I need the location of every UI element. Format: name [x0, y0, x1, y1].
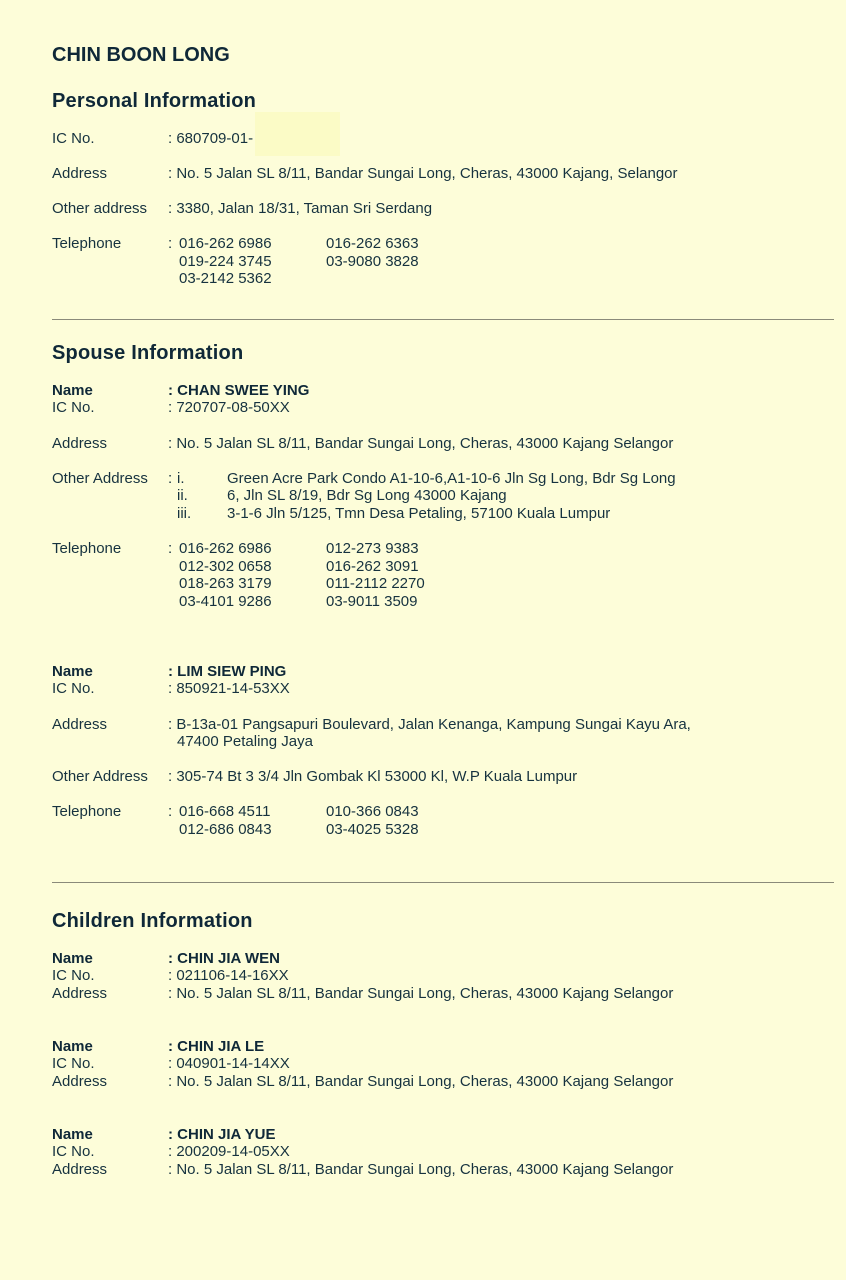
- child-address-label: Address: [52, 1161, 108, 1178]
- personal-telephone-colon: :: [168, 235, 173, 252]
- child-ic-value: : 021106-14-16XX: [168, 967, 289, 984]
- phone-number: 03-2142 5362: [179, 270, 272, 287]
- spouse1-address-label: Address: [52, 435, 108, 452]
- spouse1-name-value: : CHAN SWEE YING: [168, 382, 310, 399]
- child-name-value: : CHIN JIA LE: [168, 1038, 265, 1055]
- spouse1-name-label: Name: [52, 382, 93, 399]
- spouse2-name-label: Name: [52, 663, 93, 680]
- other-address-number: ii.: [177, 487, 188, 504]
- spouse1-ic-value: : 720707-08-50XX: [168, 399, 290, 416]
- spouse2-name-value: : LIM SIEW PING: [168, 663, 287, 680]
- phone-number: 016-262 6986: [179, 235, 272, 252]
- other-address-item: 6, Jln SL 8/19, Bdr Sg Long 43000 Kajang: [227, 487, 507, 504]
- phone-number: 03-4025 5328: [326, 820, 419, 838]
- other-address-item: 3-1-6 Jln 5/125, Tmn Desa Petaling, 57100 Kuala Lumpur: [227, 505, 611, 522]
- personal-ic-label: IC No.: [52, 130, 95, 147]
- phone-number: 010-366 0843: [326, 803, 419, 820]
- other-address-number: i.: [177, 470, 185, 487]
- spouse2-address-line2: 47400 Petaling Jaya: [177, 733, 313, 750]
- spouse1-telephone-col1: [179, 540, 272, 610]
- child-address-label: Address: [52, 985, 108, 1002]
- personal-ic-value: : 680709-01-: [168, 130, 254, 147]
- child-ic-value: : 200209-14-05XX: [168, 1143, 290, 1160]
- spouse2-other-address-label: Other Address: [52, 768, 148, 785]
- spouse2-telephone-label: Telephone: [52, 803, 122, 820]
- child-name-value: : CHIN JIA WEN: [168, 950, 280, 967]
- child-ic-label: IC No.: [52, 967, 95, 984]
- phone-number: 018-263 3179: [179, 575, 272, 592]
- spouse2-address-label: Address: [52, 716, 108, 733]
- spouse2-telephone-col1: [179, 803, 272, 838]
- child-name-label: Name: [52, 950, 93, 967]
- child-name-label: Name: [52, 1126, 93, 1143]
- spouse1-telephone-colon: :: [168, 540, 173, 557]
- phone-number: 011-2112 2270: [326, 575, 425, 592]
- spouse1-ic-label: IC No.: [52, 399, 95, 416]
- personal-telephone-label: Telephone: [52, 235, 122, 252]
- personal-other-address-label: Other address: [52, 200, 148, 217]
- child-address-value: : No. 5 Jalan SL 8/11, Bandar Sungai Long, Cheras, 43000 Kajang Selangor: [168, 1073, 674, 1090]
- phone-number: 012-302 0658: [179, 557, 272, 575]
- section-divider: [52, 882, 834, 883]
- child-ic-value: : 040901-14-14XX: [168, 1055, 290, 1072]
- personal-telephone-col2: [326, 235, 419, 270]
- other-address-number: iii.: [177, 505, 192, 522]
- spouse2-address-line1: : B-13a-01 Pangsapuri Boulevard, Jalan Kenanga, Kampung Sungai Kayu Ara,: [168, 716, 691, 733]
- child-address-value: : No. 5 Jalan SL 8/11, Bandar Sungai Long, Cheras, 43000 Kajang Selangor: [168, 1161, 674, 1178]
- children-heading: Children Information: [52, 910, 253, 932]
- phone-number: 03-9011 3509: [326, 592, 418, 610]
- child-name-value: : CHIN JIA YUE: [168, 1126, 276, 1143]
- spouse1-address-value: : No. 5 Jalan SL 8/11, Bandar Sungai Long, Cheras, 43000 Kajang Selangor: [168, 435, 674, 452]
- personal-other-address-value: : 3380, Jalan 18/31, Taman Sri Serdang: [168, 200, 433, 217]
- phone-number: 012-273 9383: [326, 540, 419, 557]
- phone-number: 016-262 6986: [179, 540, 272, 557]
- spouse1-telephone-label: Telephone: [52, 540, 122, 557]
- phone-number: 019-224 3745: [179, 252, 272, 270]
- phone-number: 03-9080 3828: [326, 252, 419, 270]
- spouse1-other-address-label: Other Address: [52, 470, 148, 487]
- child-address-value: : No. 5 Jalan SL 8/11, Bandar Sungai Long, Cheras, 43000 Kajang Selangor: [168, 985, 674, 1002]
- personal-address-label: Address: [52, 165, 108, 182]
- spouse1-telephone-col2: [326, 540, 425, 610]
- spouse2-ic-label: IC No.: [52, 680, 95, 697]
- child-address-label: Address: [52, 1073, 108, 1090]
- phone-number: 016-668 4511: [179, 803, 271, 820]
- personal-heading: Personal Information: [52, 90, 257, 112]
- child-ic-label: IC No.: [52, 1143, 95, 1160]
- personal-telephone-col1: [179, 235, 272, 288]
- phone-number: 012-686 0843: [179, 820, 272, 838]
- spouse1-other-address-colon: :: [168, 470, 173, 487]
- personal-address-value: : No. 5 Jalan SL 8/11, Bandar Sungai Long, Cheras, 43000 Kajang, Selangor: [168, 165, 678, 182]
- phone-number: 016-262 3091: [326, 557, 419, 575]
- section-divider: [52, 319, 834, 320]
- redaction-box: [255, 112, 340, 156]
- spouse2-ic-value: : 850921-14-53XX: [168, 680, 290, 697]
- phone-number: 03-4101 9286: [179, 592, 272, 610]
- child-ic-label: IC No.: [52, 1055, 95, 1072]
- phone-number: 016-262 6363: [326, 235, 419, 252]
- child-name-label: Name: [52, 1038, 93, 1055]
- spouse2-telephone-col2: [326, 803, 419, 838]
- spouse2-telephone-colon: :: [168, 803, 173, 820]
- spouse2-other-address-value: : 305-74 Bt 3 3/4 Jln Gombak Kl 53000 Kl, W.P Kuala Lumpur: [168, 768, 578, 785]
- spouse-heading: Spouse Information: [52, 342, 244, 364]
- other-address-item: Green Acre Park Condo A1-10-6,A1-10-6 Jln Sg Long, Bdr Sg Long: [227, 470, 676, 487]
- document-title: CHIN BOON LONG: [52, 44, 230, 66]
